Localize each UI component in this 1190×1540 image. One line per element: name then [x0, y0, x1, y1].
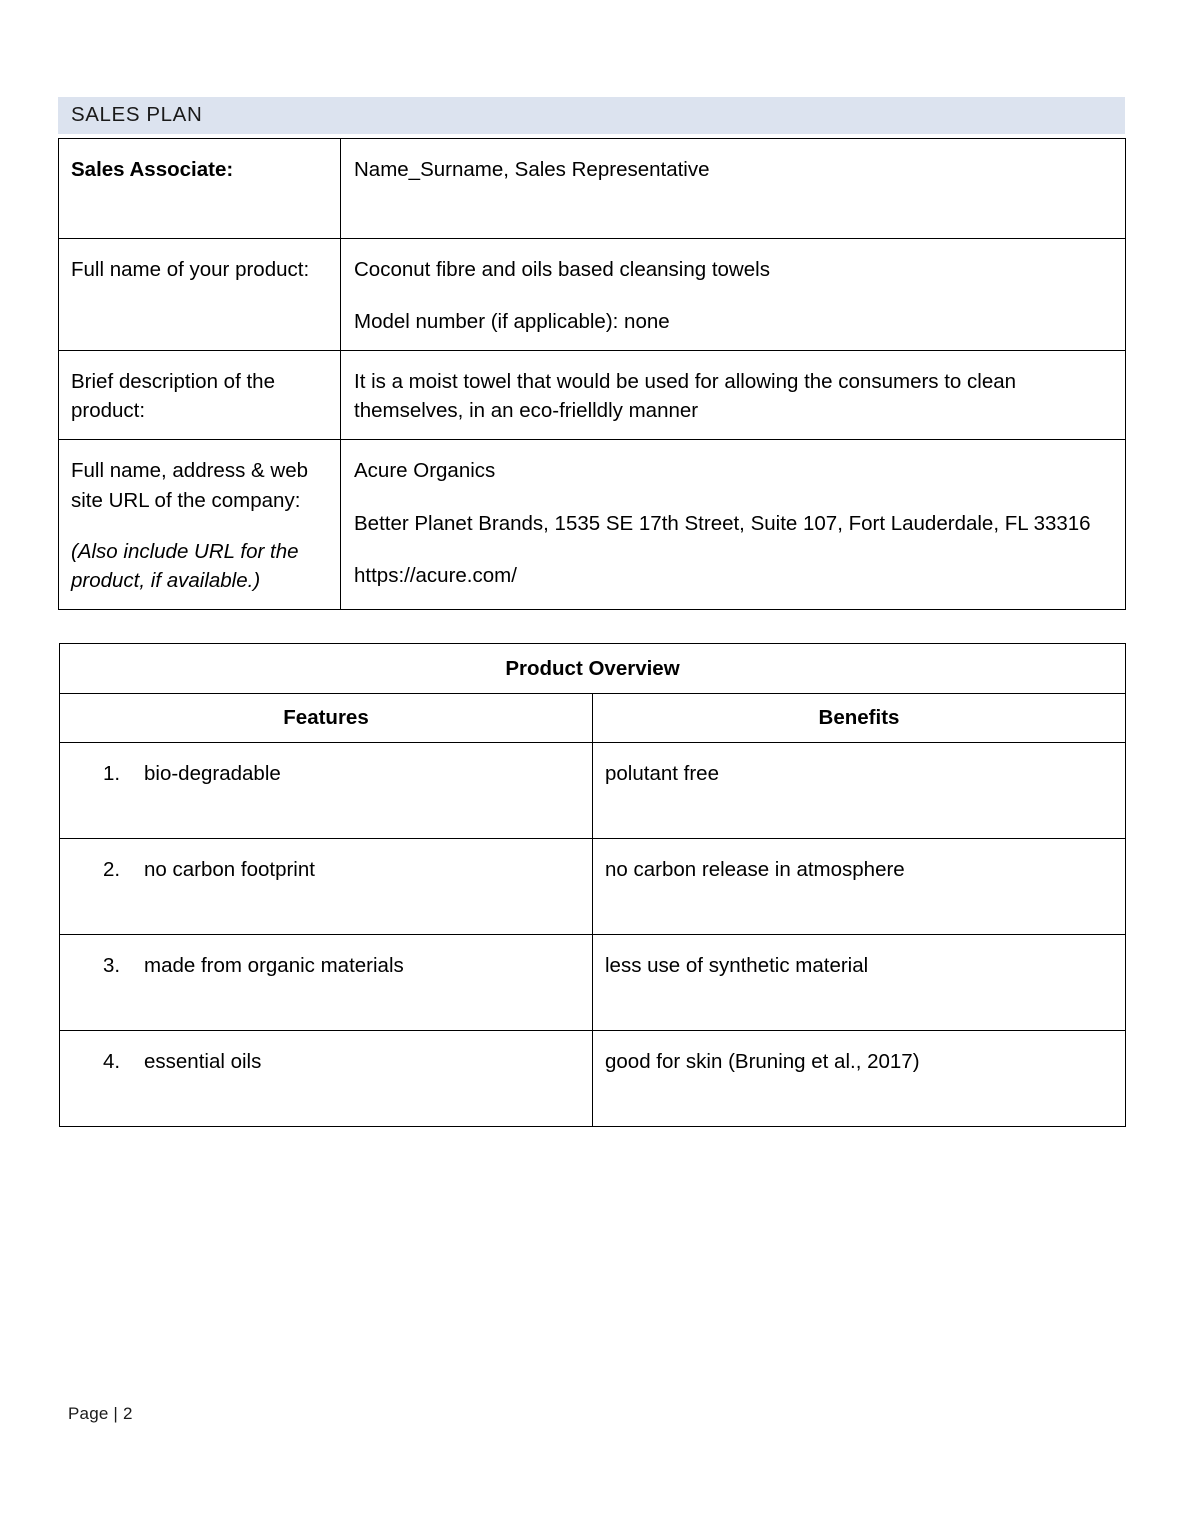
benefit-cell: no carbon release in atmosphere [593, 839, 1126, 935]
table-row [59, 139, 1126, 239]
list-item-label: no carbon footprint [144, 858, 315, 881]
table-row-header [60, 694, 1126, 743]
section-banner-title: SALES PLAN [71, 103, 203, 127]
feature-cell [60, 839, 593, 935]
list-item-number: 4. [103, 1050, 121, 1073]
column-header-benefits: Benefits [593, 694, 1126, 743]
table-row [60, 935, 1126, 1031]
info-value-line: Better Planet Brands, 1535 SE 17th Street, Suite 107, Fort Lauderdale, FL 33316 [354, 511, 1091, 535]
benefit-cell: good for skin (Bruning et al., 2017) [593, 1031, 1126, 1127]
info-value-line: It is a moist towel that would be used for allowing the consumers to clean themselves, in an eco-frielldly manner [354, 370, 1017, 423]
table-row-title [60, 644, 1126, 694]
info-value-line: Coconut fibre and oils based cleansing towels [354, 258, 770, 281]
benefit-cell: polutant free [593, 743, 1126, 839]
section-banner [58, 97, 1125, 134]
column-header-features: Features [60, 694, 593, 743]
list-item [60, 759, 582, 788]
info-label-company [59, 440, 341, 609]
info-label-company-note: (Also include URL for the product, if available.) [71, 539, 299, 592]
info-value-company [341, 440, 1126, 609]
list-item-label: bio-degradable [144, 762, 281, 785]
feature-cell [60, 935, 593, 1031]
list-item [60, 951, 582, 980]
table-row [60, 1031, 1126, 1127]
table-row [59, 239, 1126, 351]
list-item-number: 2. [103, 858, 121, 881]
info-label-company-main: Full name, address & web site URL of the company: [71, 459, 309, 512]
list-item-number: 1. [103, 762, 121, 785]
info-value-sales-associate [341, 139, 1126, 239]
feature-cell [60, 1031, 593, 1127]
table-row [60, 743, 1126, 839]
table-row [60, 839, 1126, 935]
info-value-line: Name_Surname, Sales Representative [354, 158, 710, 181]
info-label-description: Brief description of the product: [59, 351, 341, 440]
list-item-label: essential oils [144, 1050, 262, 1073]
list-item [60, 855, 582, 884]
info-value-line: Acure Organics [354, 459, 496, 483]
sales-plan-info-table [58, 138, 1126, 610]
list-item-number: 3. [103, 954, 121, 977]
info-value-description [341, 351, 1126, 440]
info-label-product-name: Full name of your product: [59, 239, 341, 351]
product-overview-table [59, 643, 1126, 1127]
list-item-label: made from organic materials [144, 954, 404, 977]
list-item [60, 1047, 582, 1076]
info-value-line: https://acure.com/ [354, 563, 517, 587]
table-row [59, 351, 1126, 440]
feature-cell [60, 743, 593, 839]
info-value-product-name [341, 239, 1126, 351]
table-row [59, 440, 1126, 609]
page-footer: Page | 2 [68, 1404, 133, 1423]
info-value-line: Model number (if applicable): none [354, 310, 670, 334]
benefit-cell: less use of synthetic material [593, 935, 1126, 1031]
product-overview-title: Product Overview [60, 644, 1126, 694]
info-label-sales-associate: Sales Associate: [59, 139, 341, 239]
